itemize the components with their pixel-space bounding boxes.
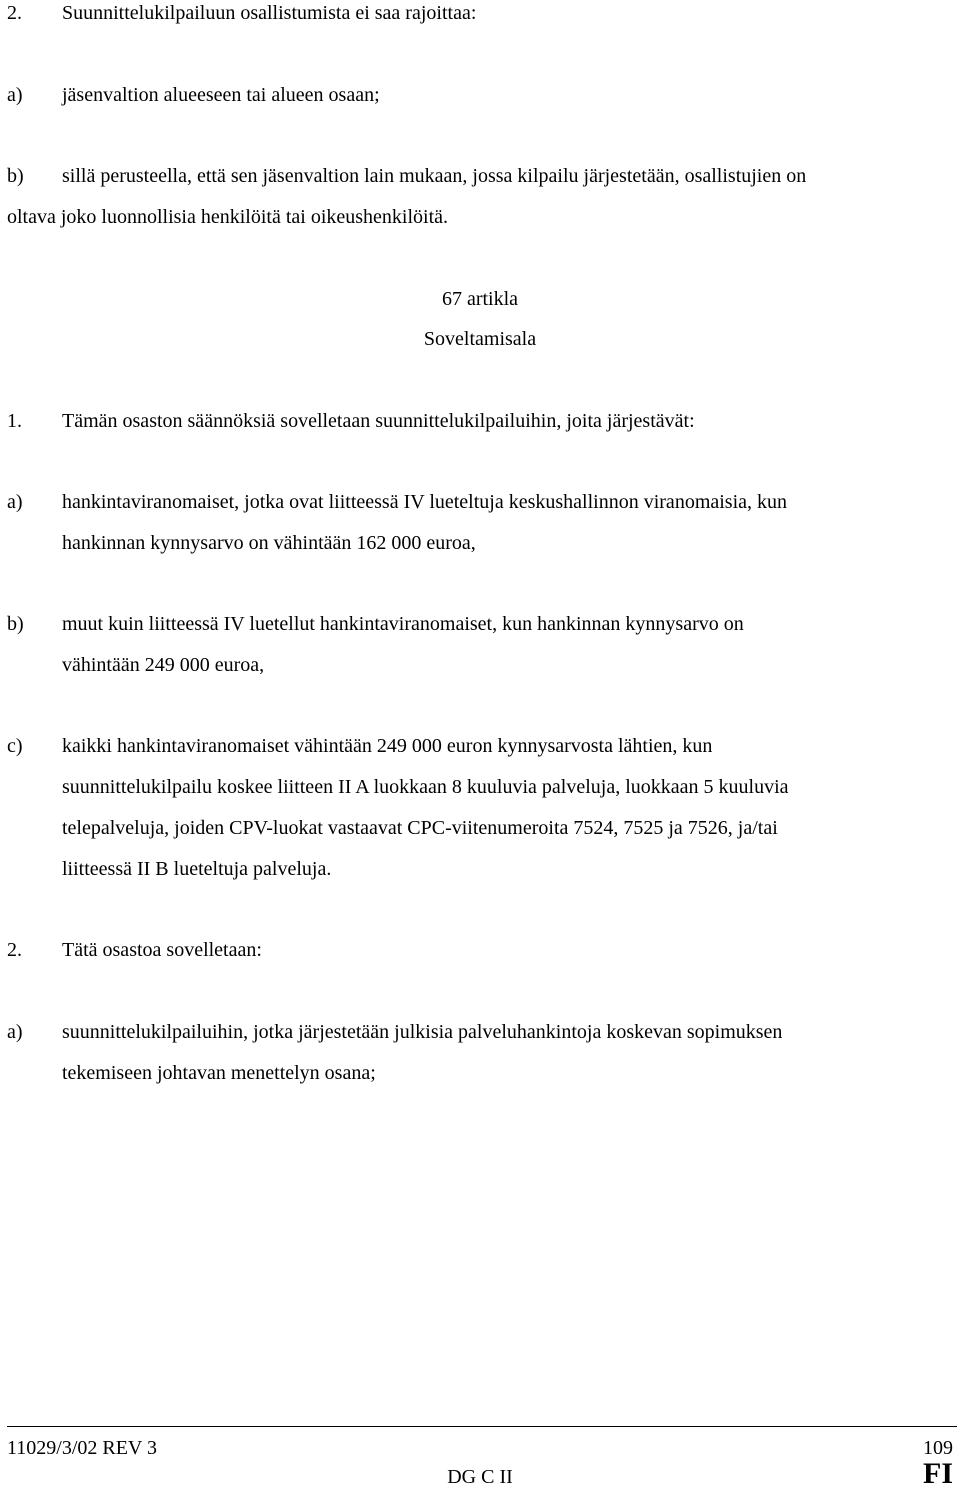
item-marker: a) — [7, 84, 23, 106]
item-text-line: telepalveluja, joiden CPV-luokat vastaavat CPC-viitenumeroita 7524, 7525 ja 7526, ja/tai — [62, 817, 778, 839]
item-text-line: sillä perusteella, että sen jäsenvaltion lain mukaan, jossa kilpailu järjestetään, osallistujien on — [62, 165, 807, 187]
article-number: 67 artikla — [441, 288, 519, 310]
page-number: 109 — [923, 1437, 953, 1459]
item-text-line: Tämän osaston säännöksiä sovelletaan suunnittelukilpailuihin, joita järjestävät: — [62, 410, 695, 432]
item-marker: 2. — [7, 2, 22, 24]
item-text-line: hankinnan kynnysarvo on vähintään 162 000 euroa, — [62, 532, 476, 554]
article-title: Soveltamisala — [423, 328, 537, 350]
directorate-code: DG C II — [447, 1466, 513, 1488]
item-text-line: oltava joko luonnollisia henkilöitä tai oikeushenkilöitä. — [7, 206, 449, 228]
item-marker: 2. — [7, 939, 22, 961]
item-text-line: hankintaviranomaiset, jotka ovat liitteessä IV lueteltuja keskushallinnon viranomaisia, kun — [62, 491, 788, 513]
item-text-line: vähintään 249 000 euroa, — [62, 654, 265, 676]
language-code: FI — [923, 1457, 953, 1490]
item-marker: b) — [7, 165, 24, 187]
item-text-line: tekemiseen johtavan menettelyn osana; — [62, 1062, 376, 1084]
item-text-line: muut kuin liitteessä IV luetellut hankintaviranomaiset, kun hankinnan kynnysarvo on — [62, 613, 744, 635]
item-text-line: suunnittelukilpailuihin, jotka järjestetään julkisia palveluhankintoja koskevan sopimuksen — [62, 1021, 783, 1043]
item-marker: a) — [7, 1021, 23, 1043]
item-text-line: liitteessä II B lueteltuja palveluja. — [62, 858, 332, 880]
item-marker: 1. — [7, 410, 22, 432]
item-text-line: jäsenvaltion alueeseen tai alueen osaan; — [62, 84, 380, 106]
item-text-line: Tätä osastoa sovelletaan: — [62, 939, 262, 961]
item-marker: b) — [7, 613, 24, 635]
document-reference: 11029/3/02 REV 3 — [7, 1437, 158, 1459]
item-text-line: Suunnittelukilpailuun osallistumista ei saa rajoittaa: — [62, 2, 477, 24]
item-text-line: kaikki hankintaviranomaiset vähintään 249 000 euron kynnysarvosta lähtien, kun — [62, 735, 713, 757]
item-marker: a) — [7, 491, 23, 513]
item-marker: c) — [7, 735, 23, 757]
item-text-line: suunnittelukilpailu koskee liitteen II A luokkaan 8 kuuluvia palveluja, luokkaan 5 kuuluvia — [62, 776, 789, 798]
footer-rule — [7, 1426, 957, 1427]
